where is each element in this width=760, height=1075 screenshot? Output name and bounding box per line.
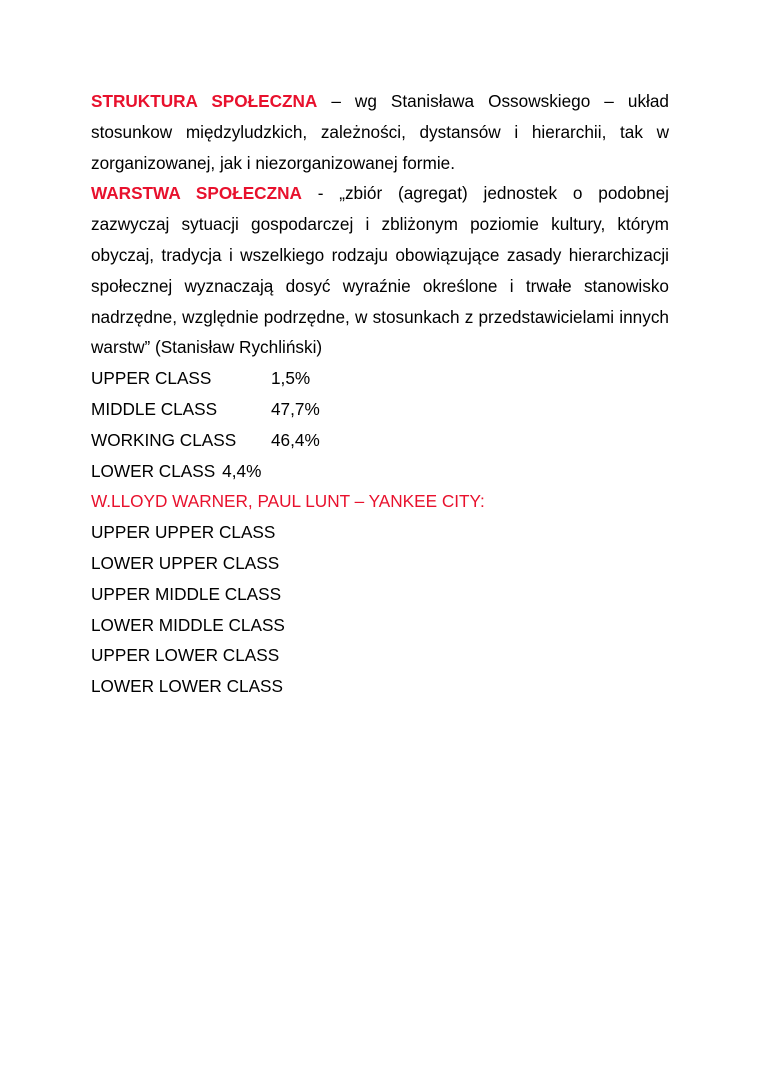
class-stat-row <box>91 363 669 394</box>
yankee-class-item: LOWER UPPER CLASS <box>91 552 280 573</box>
class-stat-label: MIDDLE CLASS <box>91 398 218 419</box>
yankee-class-item: UPPER UPPER CLASS <box>91 522 276 543</box>
class-stats-list <box>91 363 669 486</box>
class-stat-label: LOWER CLASS <box>91 460 216 481</box>
yankee-classes-list <box>91 517 669 702</box>
yankee-city-heading: W.LLOYD WARNER, PAUL LUNT – YANKEE CITY: <box>91 491 485 512</box>
yankee-class-item: UPPER MIDDLE CLASS <box>91 583 282 604</box>
document-page <box>91 86 669 702</box>
struktura-definition: – wg Stanisława Ossowskiego – układ stosunkow międzyludzkich, zależności, dystansów i hierarchii, tak w zorganizowanej, jak i niezorganizowanej formie. <box>91 91 669 173</box>
warstwa-term: WARSTWA SPOŁECZNA <box>91 183 302 204</box>
class-stat-value: 1,5% <box>271 368 311 389</box>
class-stat-value: 46,4% <box>271 429 320 450</box>
struktura-term: STRUKTURA SPOŁECZNA <box>91 91 318 111</box>
class-stat-label: WORKING CLASS <box>91 429 237 450</box>
yankee-class-item: UPPER LOWER CLASS <box>91 645 280 666</box>
yankee-class-item: LOWER MIDDLE CLASS <box>91 614 285 635</box>
yankee-class-item: LOWER LOWER CLASS <box>91 676 283 697</box>
warstwa-paragraph <box>91 178 669 363</box>
class-stat-row <box>91 394 669 425</box>
class-stat-value: 47,7% <box>271 398 320 419</box>
class-stat-value: 4,4% <box>222 460 262 481</box>
class-stat-row <box>91 456 669 487</box>
warstwa-definition: - „zbiór (agregat) jednostek o podobnej zazwyczaj sytuacji gospodarczej i zbliżonym poziomie kultury, którym obyczaj, tradycja i wszelkiego rodzaju obowiązujące zasady hierarchizacji społecznej wyznaczają dosyć wyraźnie określone i trwałe stanowisko nadrzędne, względnie podrzędne, w stosunkach z przedstawicielami innych warstw” (Stanisław Rychliński) <box>91 183 669 358</box>
class-stat-row <box>91 425 669 456</box>
class-stat-label: UPPER CLASS <box>91 368 212 389</box>
struktura-paragraph <box>91 86 669 178</box>
